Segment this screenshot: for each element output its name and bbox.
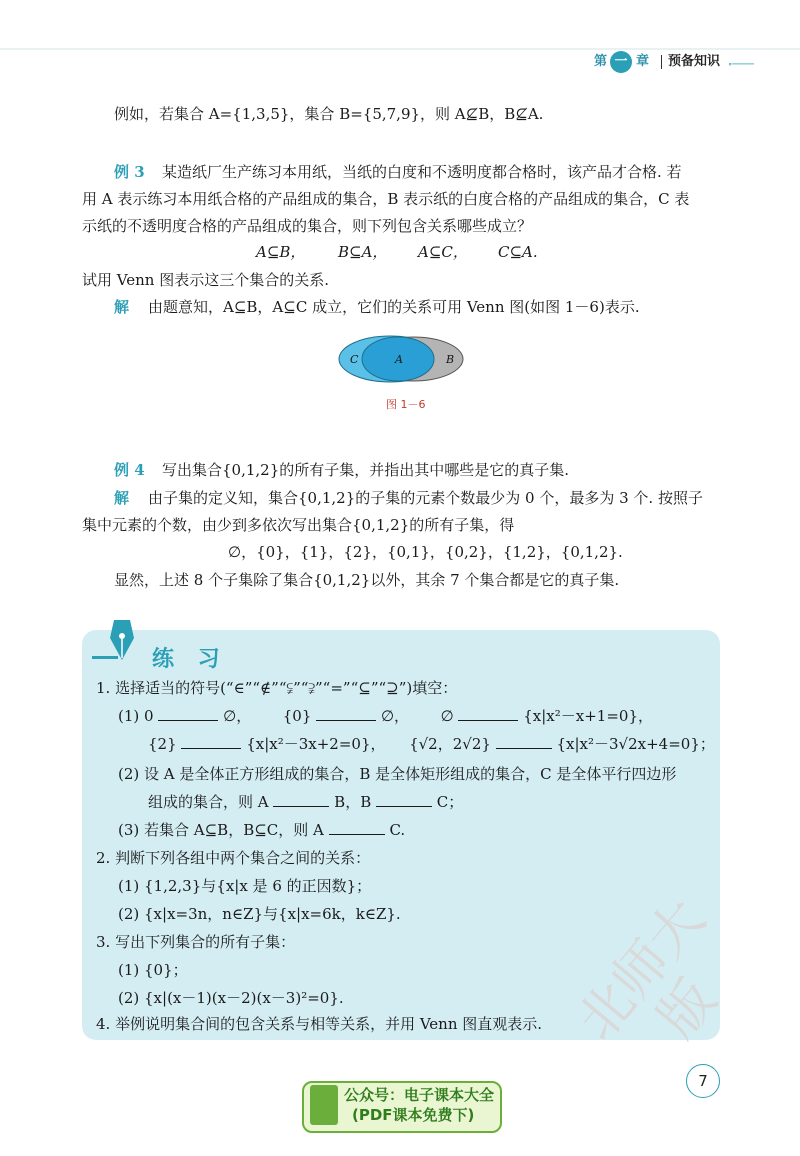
q1-1d-pre: {2} [148,735,177,753]
example3-solution: 由题意知，A⊆B，A⊆C 成立，它们的关系可用 Venn 图(如图 1－6)表示. [148,298,640,316]
answer-blank[interactable] [458,706,518,721]
exercise-q1-1-row2 [148,734,715,754]
q1-1b-post: ∅， [380,707,410,725]
exercise-q1: 1. 选择适当的符号(“∈”“∉”“⫋”“⫌”“=”“⊆”“⊇”)填空： [96,679,458,697]
example4-line1: 写出集合{0,1,2}的所有子集，并指出其中哪些是它的真子集. [162,461,570,479]
answer-blank[interactable] [376,792,432,807]
example3-label: 例 3 [114,163,145,181]
answer-blank[interactable] [181,734,241,749]
answer-blank[interactable] [496,734,552,749]
example3-line1: 某造纸厂生产练习本用纸，当纸的白度和不透明度都合格时，该产品才合格. 若 [162,163,682,181]
exercise-q4: 4. 举例说明集合间的包含关系与相等关系，并用 Venn 图直观表示. [96,1015,543,1033]
exercise-q2: 2. 判断下列各组中两个集合之间的关系： [96,849,371,867]
q1-3-pre: (3) 若集合 A⊆B，B⊆C，则 A [118,821,324,839]
header-separator [661,55,662,69]
venn-label-a: A [395,353,403,366]
exercise-q3-1: (1) {0}； [118,961,188,979]
q1-1e-pre: {√2，2√2} [409,735,491,753]
relation-1: A⊆B， [256,243,306,261]
chapter-prefix: 第 [594,54,608,69]
example3-line4: 试用 Venn 图表示这三个集合的关系. [82,271,329,289]
answer-blank[interactable] [158,706,218,721]
q1-1e-post: {x|x²－3√2x+4=0}； [556,735,715,753]
example4-line5: 显然，上述 8 个子集除了集合{0,1,2}以外，其余 7 个集合都是它的真子集. [114,571,620,589]
example4-label: 例 4 [114,461,145,479]
example4-line2: 由子集的定义知，集合{0,1,2}的子集的元素个数最少为 0 个，最多为 3 个. 按照子 [148,489,703,507]
exercise-q3-2: (2) {x|(x－1)(x－2)(x－3)²=0}. [118,989,344,1007]
venn-diagram [338,335,468,383]
venn-label-b: B [446,353,455,366]
subsets-list: ∅，{0}，{1}，{2}，{0,1}，{0,2}，{1,2}，{0,1,2}. [228,543,623,561]
exercise-q1-1-row1 [118,706,653,726]
q1-2-pre: 组成的集合，则 A [148,793,269,811]
exercise-q2-2: (2) {x|x=3n，n∈Z}与{x|x=6k，k∈Z}. [118,905,401,923]
pen-nib-icon [92,616,138,672]
section-title: 预备知识 [668,54,721,69]
chapter-number-badge: 一 [610,51,632,73]
q1-2-mid: B，B [334,793,372,811]
exercise-q1-3 [118,820,405,840]
exercise-q1-2-line2 [148,792,463,812]
venn-label-c: C [350,353,359,366]
banner-line2: (PDF课本免费下) [352,1106,475,1124]
answer-blank[interactable] [273,792,329,807]
q1-1d-post: {x|x²－3x+2=0}， [246,735,386,753]
relation-2: B⊆A， [338,243,388,261]
example4-line3: 集中元素的个数，由少到多依次写出集合{0,1,2}的所有子集，得 [82,516,515,534]
exercise-title: 练 习 [152,647,228,672]
example3-line2: 用 A 表示练习本用纸合格的产品组成的集合，B 表示纸的白度合格的产品组成的集合，C 表 [82,190,690,208]
exercise-q2-1: (1) {1,2,3}与{x|x 是 6 的正因数}； [118,877,372,895]
answer-blank[interactable] [329,820,385,835]
book-icon [310,1085,338,1125]
chapter-suffix: 章 [636,54,650,69]
q1-1c-pre: ∅ [440,707,454,725]
exercise-q3: 3. 写出下列集合的所有子集： [96,933,296,951]
example3-solution-label: 解 [114,298,130,316]
relation-3: A⊆C， [418,243,468,261]
q1-1a-post: ∅， [223,707,252,725]
intro-line: 例如，若集合 A={1,3,5}，集合 B={5,7,9}，则 A⊈B，B⊈A. [114,105,544,123]
example3-line3: 示纸的不透明度合格的产品组成的集合，则下列包含关系哪些成立？ [82,217,533,235]
banner-line1: 公众号：电子课本大全 [344,1086,495,1104]
q1-1c-post: {x|x²－x+1=0}， [523,707,654,725]
exercise-q1-2-line1: (2) 设 A 是全体正方形组成的集合，B 是全体矩形组成的集合，C 是全体平行四边形 [118,765,677,783]
page-number: 7 [686,1064,720,1098]
figure-caption: 图 1－6 [386,398,426,411]
example4-solution-label: 解 [114,489,130,507]
q1-1b-pre: {0} [282,707,312,725]
q1-1a-pre: (1) 0 [118,707,154,725]
q1-3-post: C. [389,821,406,839]
relation-4: C⊆A. [498,243,538,261]
header-dots: ∘──── [728,60,755,70]
publisher-watermark: 北师大版 [564,887,729,1052]
q1-2-post: C； [436,793,464,811]
answer-blank[interactable] [316,706,376,721]
